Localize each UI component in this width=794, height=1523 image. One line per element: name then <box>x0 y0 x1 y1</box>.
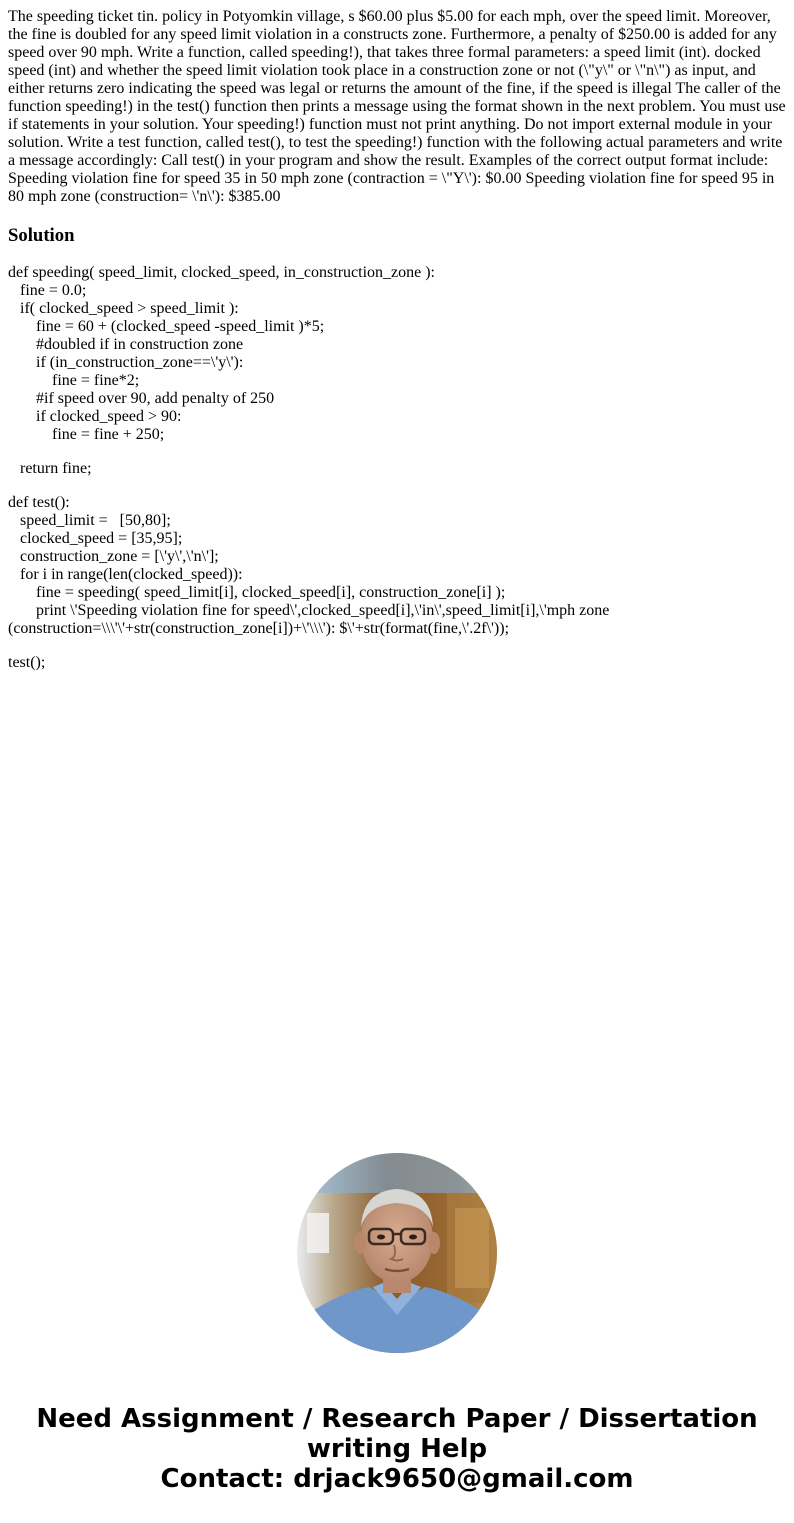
code-line: if( clocked_speed > speed_limit ): <box>8 300 239 317</box>
code-line: fine = speeding( speed_limit[i], clocked_speed[i], construction_zone[i] ); <box>8 584 506 601</box>
code-line: def test(): <box>8 494 70 511</box>
code-line: #if speed over 90, add penalty of 250 <box>8 390 275 407</box>
code-line: #doubled if in construction zone <box>8 336 244 353</box>
code-blank-line <box>8 478 786 494</box>
solution-code <box>8 264 786 672</box>
code-line: speed_limit = [50,80]; <box>8 512 171 529</box>
code-line: def speeding( speed_limit, clocked_speed, in_construction_zone ): <box>8 264 435 281</box>
code-line: fine = 0.0; <box>8 282 87 299</box>
promo-banner <box>0 1404 794 1494</box>
code-line: construction_zone = [\'y\',\'n\']; <box>8 548 219 565</box>
code-line: if (in_construction_zone==\'y\'): <box>8 354 244 371</box>
code-line: test(); <box>8 654 46 671</box>
page-content <box>8 0 786 672</box>
code-blank-line <box>8 638 786 654</box>
promo-line-2: writing Help <box>306 1434 488 1464</box>
code-line: fine = 60 + (clocked_speed -speed_limit )*5; <box>8 318 325 335</box>
author-avatar <box>297 1153 497 1353</box>
code-line: print \'Speeding violation fine for speed\',clocked_speed[i],\'in\',speed_limit[i],\'mph zone (construction=\\\'\'+str(construction_zone[i])+\'\\\'): $\'+str(format(fine,\'.2f\')); <box>8 602 614 637</box>
code-line: return fine; <box>8 460 92 477</box>
code-line: for i in range(len(clocked_speed)): <box>8 566 243 583</box>
code-line: clocked_speed = [35,95]; <box>8 530 183 547</box>
promo-contact: Contact: drjack9650@gmail.com <box>160 1464 634 1494</box>
solution-heading: Solution <box>8 225 75 246</box>
code-blank-line <box>8 444 786 460</box>
code-line: fine = fine + 250; <box>8 426 165 443</box>
person-photo-icon <box>297 1153 497 1353</box>
code-line: if clocked_speed > 90: <box>8 408 182 425</box>
promo-line-1: Need Assignment / Research Paper / Dissertation <box>36 1404 758 1434</box>
code-line: fine = fine*2; <box>8 372 140 389</box>
question-text: The speeding ticket tin. policy in Potyomkin village, s $60.00 plus $5.00 for each mph, over the speed limit. Moreover, the fine is doubled for any speed limit violation in a constructs zone. Furthermore, a penalty of $250.00 is added for any speed over 90 mph. Write a function, called speeding!), that takes three formal parameters: a speed limit (int). docked speed (int) and whether the speed limit violation took place in a construction zone or not (\"y\" or \"n\") as input, and either returns zero indicating the speed was legal or returns the amount of the fine, if the speed is illegal The caller of the function speeding!) in the test() function then prints a message using the format shown in the next problem. You must use if statements in your solution. Your speeding!) function must not print anything. Do not import external module in your solution. Write a test function, called test(), to test the speeding!) function with the following actual parameters and write a message accordingly: Call test() in your program and show the result. Examples of the correct output format include: Speeding violation fine for speed 35 in 50 mph zone (contraction = \"Y\'): $0.00 Speeding violation fine for speed 95 in 80 mph zone (construction= \'n\'): $385.00 <box>8 8 786 205</box>
